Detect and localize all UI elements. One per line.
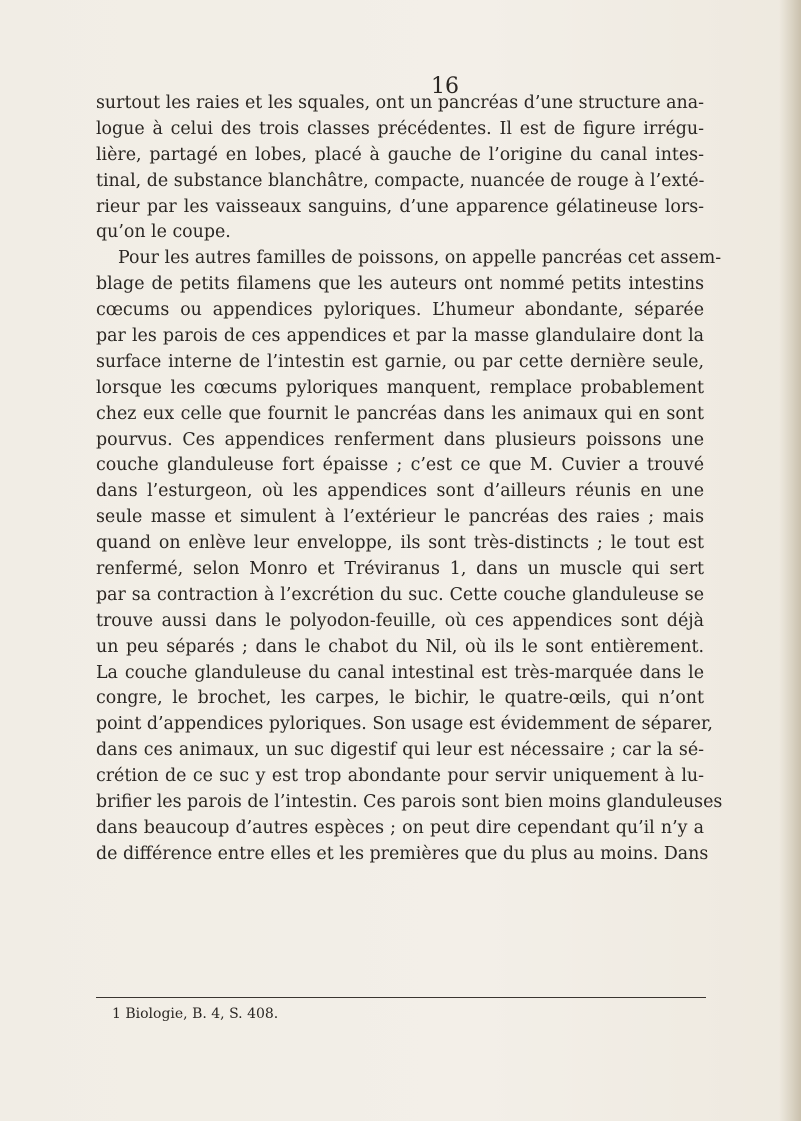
text-line: dans l’esturgeon, où les appendices sont d’ailleurs réunis en une	[96, 481, 704, 502]
text-line: tinal, de substance blanchâtre, compacte, nuancée de rouge à l’exté-	[96, 170, 705, 191]
text-line: seule masse et simulent à l’extérieur le pancréas des raies ; mais	[96, 507, 704, 528]
text-line: brifier les parois de l’intestin. Ces parois sont bien moins glanduleuses	[96, 792, 723, 813]
text-line: lière, partagé en lobes, placé à gauche de l’origine du canal intes-	[96, 144, 704, 165]
text-line: logue à celui des trois classes précédentes. Il est de figure irrégu-	[96, 118, 704, 139]
text-line: par sa contraction à l’excrétion du suc. Cette couche glanduleuse se	[96, 584, 704, 605]
text-line: crétion de ce suc y est trop abondante pour servir uniquement à lu-	[96, 766, 704, 787]
text-line: couche glanduleuse fort épaisse ; c’est ce que M. Cuvier a trouvé	[96, 455, 704, 476]
text-line: chez eux celle que fournit le pancréas dans les animaux qui en sont	[96, 403, 704, 424]
body-text	[96, 91, 723, 868]
text-line: de différence entre elles et les premières que du plus au moins. Dans	[96, 843, 709, 864]
text-line: Pour les autres familles de poissons, on appelle pancréas cet assem-	[118, 248, 722, 269]
text-line: dans beaucoup d’autres espèces ; on peut dire cependant qu’il n’y a	[96, 817, 704, 838]
text-line: qu’on le coupe.	[96, 222, 231, 243]
text-line: un peu séparés ; dans le chabot du Nil, où ils le sont entièrement.	[96, 636, 704, 657]
text-line: congre, le brochet, les carpes, le bichir, le quatre-œils, qui n’ont	[96, 688, 704, 709]
footnote-divider	[96, 997, 706, 998]
text-line: pourvus. Ces appendices renferment dans plusieurs poissons une	[96, 429, 704, 450]
text-line: blage de petits filamens que les auteurs ont nommé petits intestins	[96, 274, 704, 295]
text-line: La couche glanduleuse du canal intestinal est très-marquée dans le	[96, 662, 704, 683]
text-line: quand on enlève leur enveloppe, ils sont très-distincts ; le tout est	[96, 533, 704, 554]
page-number: 16	[431, 74, 459, 99]
footnote: 1 Biologie, B. 4, S. 408.	[112, 1006, 279, 1022]
text-line: dans ces animaux, un suc digestif qui leur est nécessaire ; car la sé-	[96, 740, 704, 761]
text-line: rieur par les vaisseaux sanguins, d’une apparence gélatineuse lors-	[96, 196, 704, 217]
text-line: point d’appendices pyloriques. Son usage est évidemment de séparer,	[96, 714, 713, 735]
text-line: surface interne de l’intestin est garnie, ou par cette dernière seule,	[96, 351, 704, 372]
text-line: surtout les raies et les squales, ont un pancréas d’une structure ana-	[96, 93, 704, 113]
text-line: lorsque les cœcums pyloriques manquent, remplace probablement	[96, 377, 704, 398]
text-line: cœcums ou appendices pyloriques. L’humeur abondante, séparée	[96, 300, 704, 321]
text-line: par les parois de ces appendices et par la masse glandulaire dont la	[96, 326, 704, 347]
page-edge-shadow	[779, 0, 801, 1121]
text-line: renfermé, selon Monro et Tréviranus 1, dans un muscle qui sert	[96, 559, 704, 580]
text-line: trouve aussi dans le polyodon-feuille, où ces appendices sont déjà	[96, 610, 704, 631]
